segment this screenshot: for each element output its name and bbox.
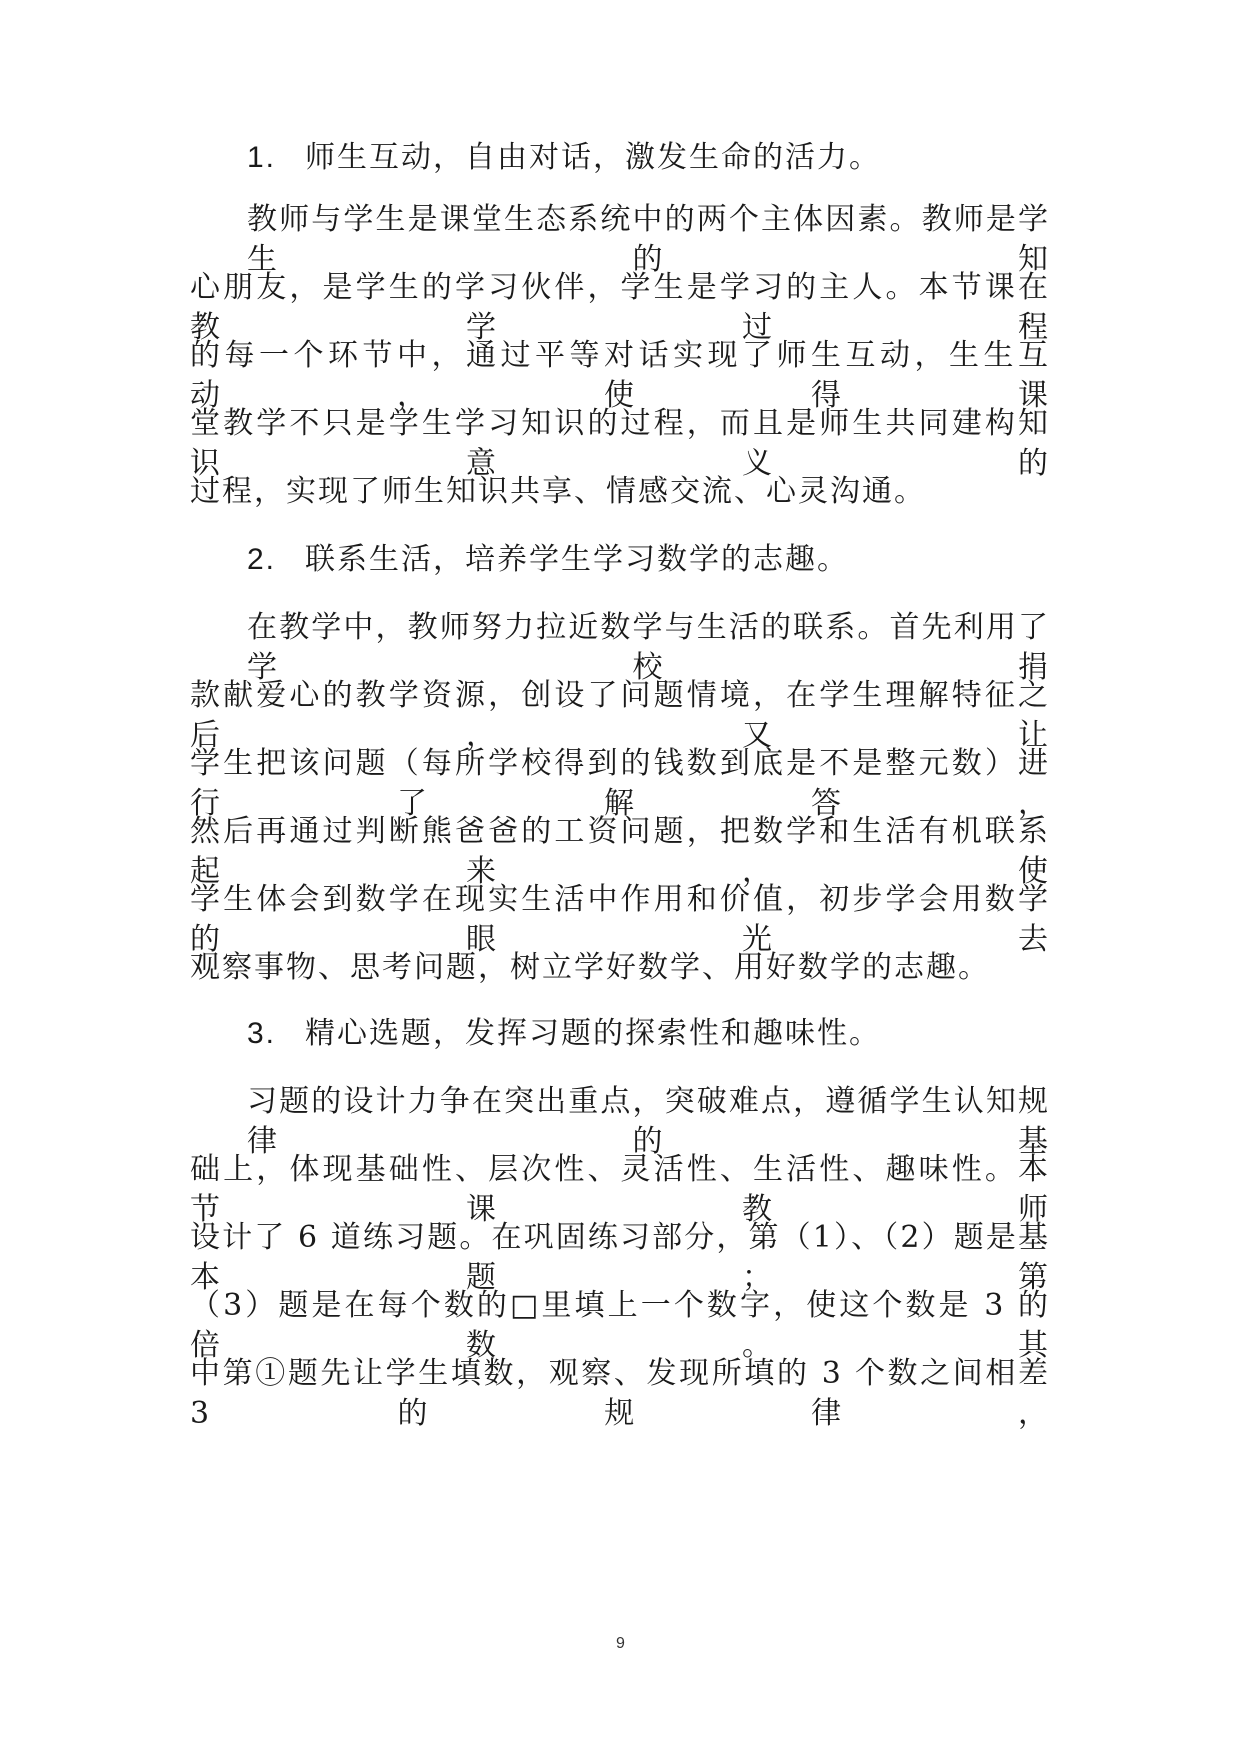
section-heading-2	[247, 540, 1050, 580]
section-heading-1	[247, 138, 1050, 178]
paragraph-line: 款献爱心的教学资源，创设了问题情境，在学生理解特征之后，又让	[190, 678, 1050, 753]
paragraph-line: 学生体会到数学在现实生活中作用和价值，初步学会用数学的眼光去	[190, 882, 1050, 957]
paragraph-line: 习题的设计力争在突出重点，突破难点，遵循学生认知规律的基	[247, 1084, 1050, 1159]
page-number: 9	[616, 1635, 625, 1652]
paragraph-line: 堂教学不只是学生学习知识的过程，而且是师生共同建构知识意义的	[190, 406, 1050, 481]
section-number: 1.	[247, 141, 277, 174]
section-title: 联系生活，培养学生学习数学的志趣。	[305, 542, 849, 577]
paragraph-line: 中第①题先让学生填数，观察、发现所填的 3 个数之间相差 3 的规律，	[190, 1356, 1050, 1431]
paragraph-line: （3）题是在每个数的□里填上一个数字，使这个数是 3 的倍数。其	[190, 1288, 1050, 1363]
section-number: 3.	[247, 1017, 277, 1050]
section-title: 精心选题，发挥习题的探索性和趣味性。	[305, 1016, 881, 1051]
paragraph-line: 学生把该问题（每所学校得到的钱数到底是不是整元数）进行了解答，	[190, 746, 1050, 821]
section-title: 师生互动，自由对话，激发生命的活力。	[305, 140, 881, 175]
paragraph-line: 观察事物、思考问题，树立学好数学、用好数学的志趣。	[190, 950, 990, 985]
paragraph-line: 设计了 6 道练习题。在巩固练习部分，第（1）、（2）题是基本题；第	[190, 1220, 1050, 1295]
paragraph-line: 在教学中，教师努力拉近数学与生活的联系。首先利用了学校捐	[247, 610, 1050, 685]
section-heading-3	[247, 1014, 1050, 1054]
paragraph-line: 心朋友，是学生的学习伙伴，学生是学习的主人。本节课在教学过程	[190, 270, 1050, 345]
paragraph-line: 的每一个环节中，通过平等对话实现了师生互动，生生互动，使得课	[190, 338, 1050, 413]
paragraph-line: 教师与学生是课堂生态系统中的两个主体因素。教师是学生的知	[247, 202, 1050, 277]
paragraph-line: 础上，体现基础性、层次性、灵活性、生活性、趣味性。本节课教师	[190, 1152, 1050, 1227]
section-number: 2.	[247, 543, 277, 576]
paragraph-line: 然后再通过判断熊爸爸的工资问题，把数学和生活有机联系起来，使	[190, 814, 1050, 889]
paragraph-line: 过程，实现了师生知识共享、情感交流、心灵沟通。	[190, 474, 926, 509]
